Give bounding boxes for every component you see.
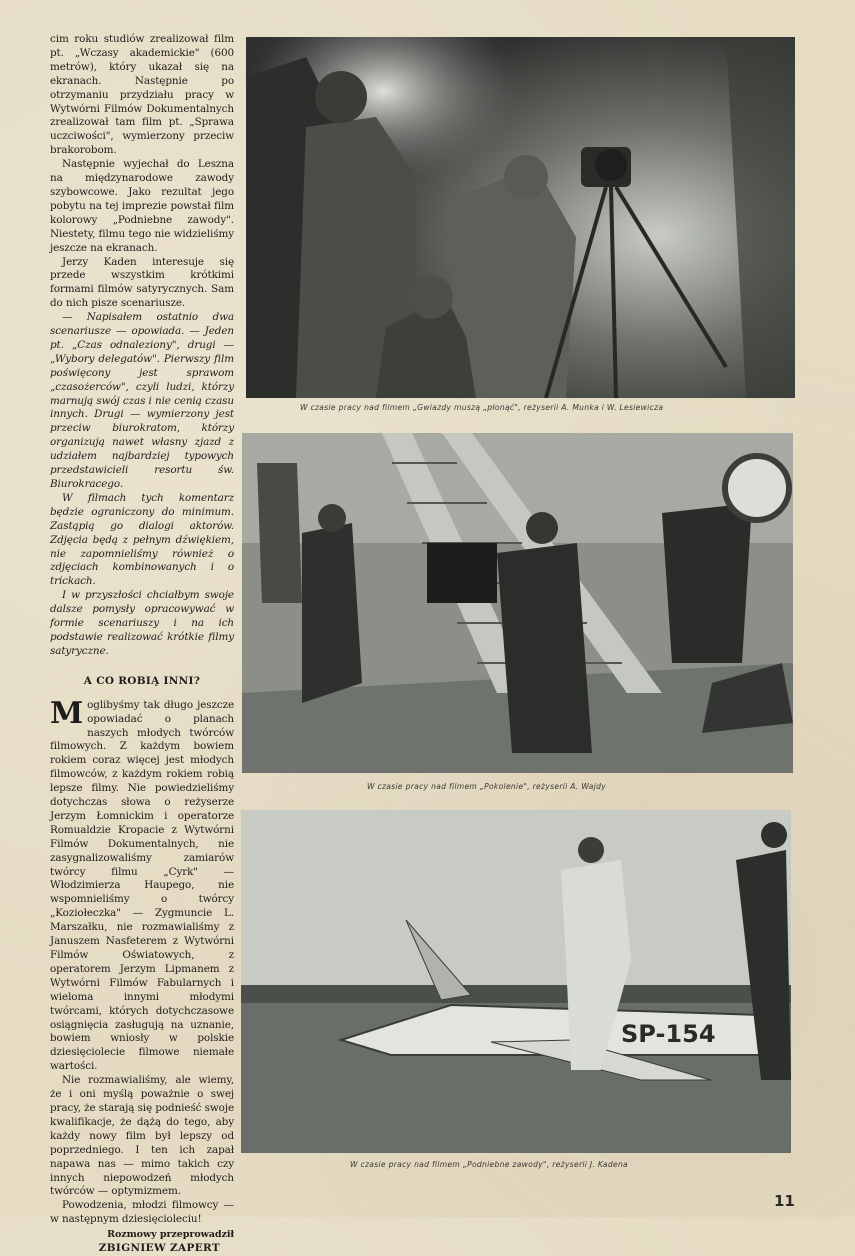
article-quote-paragraph: I w przyszłości chciałbym swoje dalsze pomysły opracowywać w formie scenariuszy i na ich podstawie realizować krótkie filmy satyryczne.: [50, 589, 234, 657]
article-quote-paragraph: — Napisałem ostatnio dwa scenariusze — opowiada. — Jeden pt. „Czas odnaleziony", drugi — „Wybory delegatów". Pierwszy film poświęcony jest sprawom „czasożerców", czyli ludzi, którzy marnują swój czas i nie cenią czasu innych. Drugi — wymierzony jest przeciw biurokratom, którzy organizują nawet własny zjazd z udziałem najbardziej typowych przedstawicieli resortu św. Biurokracego.: [50, 311, 234, 490]
page-number: 11: [774, 1192, 795, 1210]
section-paragraph: Powodzenia, młodzi filmowcy — w następnym dziesięcioleciu!: [50, 1199, 234, 1226]
photo-outdoor-set-image: [242, 433, 793, 773]
photo-glider: [241, 810, 791, 1153]
signature-name: ZBIGNIEW ZAPERT: [98, 1242, 220, 1255]
section-heading: A CO ROBIĄ INNI?: [83, 674, 201, 687]
article-paragraph: cim roku studiów zrealizował film pt. „Wczasy akademickie" (600 metrów), który ukazał się na ekranach. Następnie po otrzymaniu przydziału pracy w Wytwórni Filmów Dokumentalnych zrealizował tam film pt. „Sprawa uczciwości", wymierzony przeciw brakorobom.: [50, 33, 234, 157]
article-quote-paragraph: W filmach tych komentarz będzie ograniczony do minimum. Zastąpią go dialogi aktorów. Zdjęcia będą z pełnym dźwiękiem, nie zapomnieliśmy również o zdjęciach kombinowanych i o trickach.: [50, 491, 234, 588]
photo-outdoor-set: [242, 433, 793, 773]
article-column: [50, 33, 234, 1256]
section-paragraph: Nie rozmawialiśmy, ale wiemy, że i oni myślą poważnie o swej pracy, że starają się podnieść swoje kwalifikacje, że dążą do tego, aby każdy nowy film był lepszy od poprzedniego. I ten ich zapał napawa nas — mimo takich czy innych niepowodzeń młodych twórców — optymizmem.: [50, 1074, 234, 1198]
photo-glider-image: [241, 810, 791, 1153]
section-paragraph-first: [50, 695, 234, 1074]
photo-cave-filming: [246, 37, 795, 398]
section-paragraph-text: oglibyśmy tak długo jeszcze opowiadać o planach naszych młodych twórców filmowych. Z każdym bowiem rokiem coraz więcej jest młodych filmowców, z każdym rokiem robią lepsze filmy. Nie powiedzieliśmy dotychczas słowa o reżyserze Jerzym Łomnickim i operatorze Romualdzie Kropacie z Wytwórni Filmów Dokumentalnych, nie zasygnalizowaliśmy zamiarów twórcy filmu „Cyrk" — Włodzimierza Haupego, nie wspomnieliśmy o twórcy „Koziołeczka" — Zygmuncie L. Marszałku, nie rozmawialiśmy z Januszem Nasfeterem z Wytwórni Filmów Oświatowych, z operatorem Jerzym Lipmanem z Wytwórni Filmów Fabularnych i wieloma innymi młodymi twórcami, których dotychczasowe osiągnięcia zasługują na uznanie, bowiem wniosły w polskie dziesięciolecie filmowe niemałe wartości.: [50, 698, 234, 1073]
photo-caption: W czasie pracy nad filmem „Podniebne zawody", reżyserii J. Kadena: [350, 1160, 629, 1169]
article-paragraph: Następnie wyjechał do Leszna na międzynarodowe zawody szybowcowe. Jako rezultat jego pobytu na tej imprezie powstał film kolorowy „Podniebne zawody". Niestety, filmu tego nie widzieliśmy jeszcze na ekranach.: [50, 158, 234, 254]
signature-line: Rozmowy przeprowadził: [107, 1229, 234, 1241]
photo-caption: W czasie pracy nad filmem „Pokolenie", reżyserii A. Wajdy: [367, 782, 607, 791]
plane-registration: SP-154: [621, 1020, 716, 1048]
photo-caption: W czasie pracy nad filmem „Gwiazdy muszą „płonąć", reżyserii A. Munka i W. Lesiewicza: [300, 403, 664, 412]
photo-cave-filming-image: [246, 37, 795, 398]
drop-cap: M: [50, 695, 84, 731]
article-paragraph: Jerzy Kaden interesuje się przede wszystkim krótkimi formami filmów satyrycznych. Sam do nich pisze scenariusze.: [50, 255, 234, 310]
